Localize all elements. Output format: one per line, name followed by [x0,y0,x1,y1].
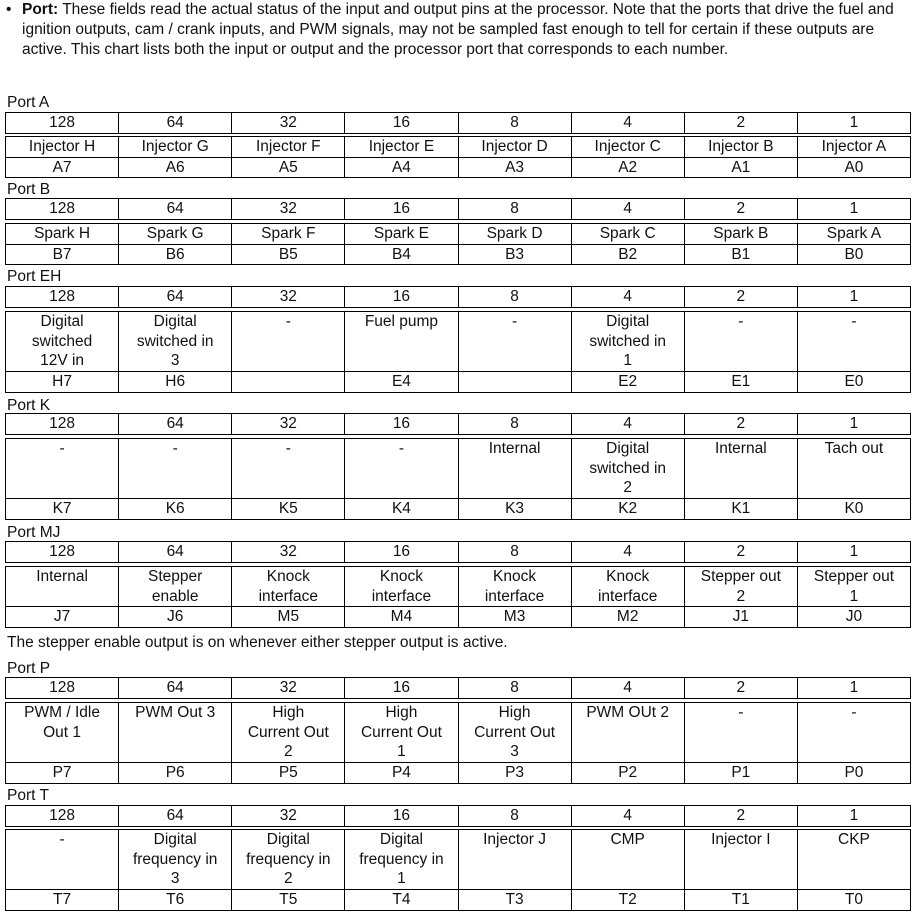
signal-name-cell: High Current Out 2 [232,703,345,763]
bit-value-cell: 128 [6,806,119,827]
bit-value-cell: 1 [797,414,910,435]
bit-value-cell: 8 [458,287,571,308]
bit-value-cell: 64 [119,199,232,220]
bit-value-cell: 16 [345,678,458,699]
pin-cell: A1 [684,157,797,178]
signal-name-cell: Digital frequency in 2 [232,830,345,890]
signal-name-cell: Digital frequency in 1 [345,830,458,890]
bit-value-cell: 64 [119,287,232,308]
pin-cell: T4 [345,890,458,911]
signal-name-row [6,830,911,890]
bit-value-cell: 32 [232,542,345,563]
signal-name-row [6,312,911,372]
bit-value-cell: 32 [232,199,345,220]
pin-cell: E1 [684,372,797,393]
signal-name-cell: Injector J [458,830,571,890]
bit-value-cell: 128 [6,542,119,563]
bit-value-cell: 2 [684,287,797,308]
signal-name-cell: - [119,439,232,499]
bit-value-cell: 4 [571,542,684,563]
bit-value-cell: 32 [232,287,345,308]
pin-cell: B2 [571,244,684,265]
bit-value-cell: 16 [345,414,458,435]
bit-value-cell: 8 [458,113,571,134]
pin-cell: T6 [119,890,232,911]
port-t-assignment-table [5,829,911,911]
bit-value-cell: 2 [684,678,797,699]
signal-name-cell: Internal [6,567,119,607]
port-t-label: Port T [7,787,49,804]
signal-name-cell: Spark D [458,224,571,245]
intro-paragraph [4,0,904,60]
bit-value-cell: 4 [571,113,684,134]
pin-cell: B0 [797,244,910,265]
port-a-assignment-table [5,136,911,178]
bit-value-cell: 16 [345,113,458,134]
bit-value-row [6,806,911,827]
port-b-label: Port B [7,181,51,198]
pin-cell: T0 [797,890,910,911]
signal-name-cell: Digital frequency in 3 [119,830,232,890]
pin-cell: E0 [797,372,910,393]
pin-cell: B5 [232,244,345,265]
port-a-bit-values-table [5,112,911,134]
pin-cell: K7 [6,499,119,520]
bit-value-cell: 1 [797,542,910,563]
pin-cell: A5 [232,157,345,178]
pin-cell: T3 [458,890,571,911]
pin-cell: E4 [345,372,458,393]
signal-name-cell: CMP [571,830,684,890]
bit-value-cell: 32 [232,678,345,699]
bit-value-cell: 32 [232,806,345,827]
signal-name-cell: - [458,312,571,372]
bit-value-cell: 4 [571,806,684,827]
signal-name-cell: Stepper out 1 [797,567,910,607]
pin-row [6,244,911,265]
signal-name-cell: Injector E [345,137,458,158]
pin-cell: B3 [458,244,571,265]
signal-name-cell: Spark A [797,224,910,245]
bit-value-cell: 64 [119,414,232,435]
pin-cell: A3 [458,157,571,178]
signal-name-cell: Digital switched in 2 [571,439,684,499]
pin-cell: K0 [797,499,910,520]
pin-cell: K6 [119,499,232,520]
signal-name-cell: - [345,439,458,499]
signal-name-cell: Spark C [571,224,684,245]
pin-cell: M3 [458,607,571,628]
bit-value-cell: 128 [6,414,119,435]
pin-cell: P7 [6,763,119,784]
bit-value-cell: 4 [571,414,684,435]
pin-cell: K1 [684,499,797,520]
signal-name-cell: Injector A [797,137,910,158]
signal-name-cell: Stepper out 2 [684,567,797,607]
bit-value-cell: 64 [119,542,232,563]
port-b-bit-values-table [5,198,911,220]
pin-cell: T5 [232,890,345,911]
port-mj-label: Port MJ [7,524,61,541]
pin-row [6,763,911,784]
signal-name-cell: PWM OUt 2 [571,703,684,763]
bit-value-cell: 32 [232,113,345,134]
signal-name-cell: Injector G [119,137,232,158]
signal-name-cell: Internal [458,439,571,499]
pin-cell: J6 [119,607,232,628]
pin-cell: P5 [232,763,345,784]
bit-value-cell: 1 [797,113,910,134]
signal-name-cell: - [6,439,119,499]
bit-value-cell: 128 [6,199,119,220]
bit-value-row [6,287,911,308]
signal-name-row [6,567,911,607]
signal-name-cell: Spark E [345,224,458,245]
bit-value-cell: 16 [345,542,458,563]
port-eh-assignment-table [5,311,911,393]
pin-cell: K2 [571,499,684,520]
signal-name-cell: Digital switched in 3 [119,312,232,372]
bit-value-cell: 8 [458,414,571,435]
bit-value-row [6,414,911,435]
bit-value-cell: 2 [684,542,797,563]
signal-name-cell: Injector B [684,137,797,158]
port-p-assignment-table [5,702,911,784]
pin-cell: M4 [345,607,458,628]
signal-name-cell: Knock interface [232,567,345,607]
bit-value-cell: 2 [684,414,797,435]
signal-name-cell: CKP [797,830,910,890]
bit-value-cell: 2 [684,199,797,220]
pin-cell [232,372,345,393]
bit-value-row [6,113,911,134]
signal-name-cell: - [797,312,910,372]
pin-row [6,372,911,393]
bit-value-cell: 1 [797,678,910,699]
port-eh-label: Port EH [7,268,62,285]
pin-cell: E2 [571,372,684,393]
bit-value-cell: 64 [119,678,232,699]
signal-name-cell: Internal [684,439,797,499]
port-k-assignment-table [5,438,911,520]
pin-cell: A6 [119,157,232,178]
signal-name-cell: High Current Out 1 [345,703,458,763]
intro-heading: Port: [22,1,59,18]
pin-cell: K4 [345,499,458,520]
pin-cell: H6 [119,372,232,393]
signal-name-cell: - [232,312,345,372]
port-a-label: Port A [7,94,50,111]
bit-value-cell: 8 [458,199,571,220]
signal-name-cell: Spark B [684,224,797,245]
signal-name-cell: - [232,439,345,499]
intro-text-block [22,0,904,60]
pin-cell: J0 [797,607,910,628]
bit-value-cell: 2 [684,806,797,827]
port-mj-assignment-table [5,566,911,628]
stepper-note: The stepper enable output is on whenever either stepper output is active. [7,634,508,651]
bit-value-cell: 128 [6,113,119,134]
bit-value-cell: 4 [571,287,684,308]
bit-value-cell: 16 [345,806,458,827]
bit-value-cell: 1 [797,287,910,308]
pin-cell: B4 [345,244,458,265]
bit-value-row [6,678,911,699]
port-k-bit-values-table [5,413,911,435]
bit-value-cell: 8 [458,542,571,563]
port-t-bit-values-table [5,805,911,827]
bit-value-cell: 8 [458,678,571,699]
signal-name-cell: PWM / Idle Out 1 [6,703,119,763]
bit-value-cell: 64 [119,113,232,134]
pin-cell: J7 [6,607,119,628]
pin-cell: T2 [571,890,684,911]
pin-cell: B7 [6,244,119,265]
signal-name-cell: Knock interface [458,567,571,607]
pin-cell: A4 [345,157,458,178]
signal-name-cell: Digital switched in 1 [571,312,684,372]
bit-value-cell: 16 [345,287,458,308]
port-p-label: Port P [7,660,51,677]
signal-name-row [6,703,911,763]
bit-value-cell: 4 [571,199,684,220]
pin-cell: T1 [684,890,797,911]
pin-row [6,607,911,628]
intro-text: These fields read the actual status of the input and output pins at the processor. Note that the ports that drive the fuel and ignition outputs, cam / crank inputs, and PWM signals, may not be sampled fast enough to tell for certain if these outputs are active. This chart lists both the input or output and the processor port that corresponds to each number. [22,1,894,58]
port-eh-bit-values-table [5,286,911,308]
bit-value-cell: 32 [232,414,345,435]
pin-cell: A7 [6,157,119,178]
signal-name-cell: Knock interface [571,567,684,607]
signal-name-cell: Injector C [571,137,684,158]
pin-cell: P1 [684,763,797,784]
signal-name-cell: Spark H [6,224,119,245]
pin-cell: P3 [458,763,571,784]
signal-name-cell: Injector I [684,830,797,890]
pin-cell: K3 [458,499,571,520]
pin-cell: B1 [684,244,797,265]
pin-cell: P0 [797,763,910,784]
pin-row [6,157,911,178]
signal-name-cell: - [684,312,797,372]
pin-cell: A0 [797,157,910,178]
signal-name-cell: - [6,830,119,890]
signal-name-cell: Injector F [232,137,345,158]
signal-name-cell: Digital switched 12V in [6,312,119,372]
signal-name-row [6,224,911,245]
bit-value-cell: 64 [119,806,232,827]
pin-row [6,890,911,911]
port-mj-bit-values-table [5,541,911,563]
signal-name-cell: Injector H [6,137,119,158]
pin-cell: A2 [571,157,684,178]
bit-value-row [6,542,911,563]
pin-cell [458,372,571,393]
bit-value-cell: 16 [345,199,458,220]
bit-value-cell: 128 [6,678,119,699]
signal-name-cell: Knock interface [345,567,458,607]
pin-cell: J1 [684,607,797,628]
pin-row [6,499,911,520]
bit-value-cell: 1 [797,199,910,220]
signal-name-cell: Tach out [797,439,910,499]
bit-value-cell: 8 [458,806,571,827]
signal-name-cell: PWM Out 3 [119,703,232,763]
signal-name-cell: - [797,703,910,763]
pin-cell: P4 [345,763,458,784]
pin-cell: K5 [232,499,345,520]
bullet: • [6,1,12,18]
port-k-label: Port K [7,397,51,414]
bit-value-cell: 128 [6,287,119,308]
signal-name-cell: Spark G [119,224,232,245]
bit-value-cell: 4 [571,678,684,699]
signal-name-cell: Stepper enable [119,567,232,607]
port-p-bit-values-table [5,677,911,699]
pin-cell: B6 [119,244,232,265]
bit-value-cell: 2 [684,113,797,134]
pin-cell: T7 [6,890,119,911]
port-b-assignment-table [5,223,911,265]
pin-cell: P2 [571,763,684,784]
signal-name-cell: Injector D [458,137,571,158]
pin-cell: H7 [6,372,119,393]
bit-value-row [6,199,911,220]
signal-name-cell: High Current Out 3 [458,703,571,763]
signal-name-cell: Fuel pump [345,312,458,372]
signal-name-cell: - [684,703,797,763]
bit-value-cell: 1 [797,806,910,827]
signal-name-row [6,137,911,158]
signal-name-row [6,439,911,499]
signal-name-cell: Spark F [232,224,345,245]
pin-cell: P6 [119,763,232,784]
pin-cell: M2 [571,607,684,628]
pin-cell: M5 [232,607,345,628]
